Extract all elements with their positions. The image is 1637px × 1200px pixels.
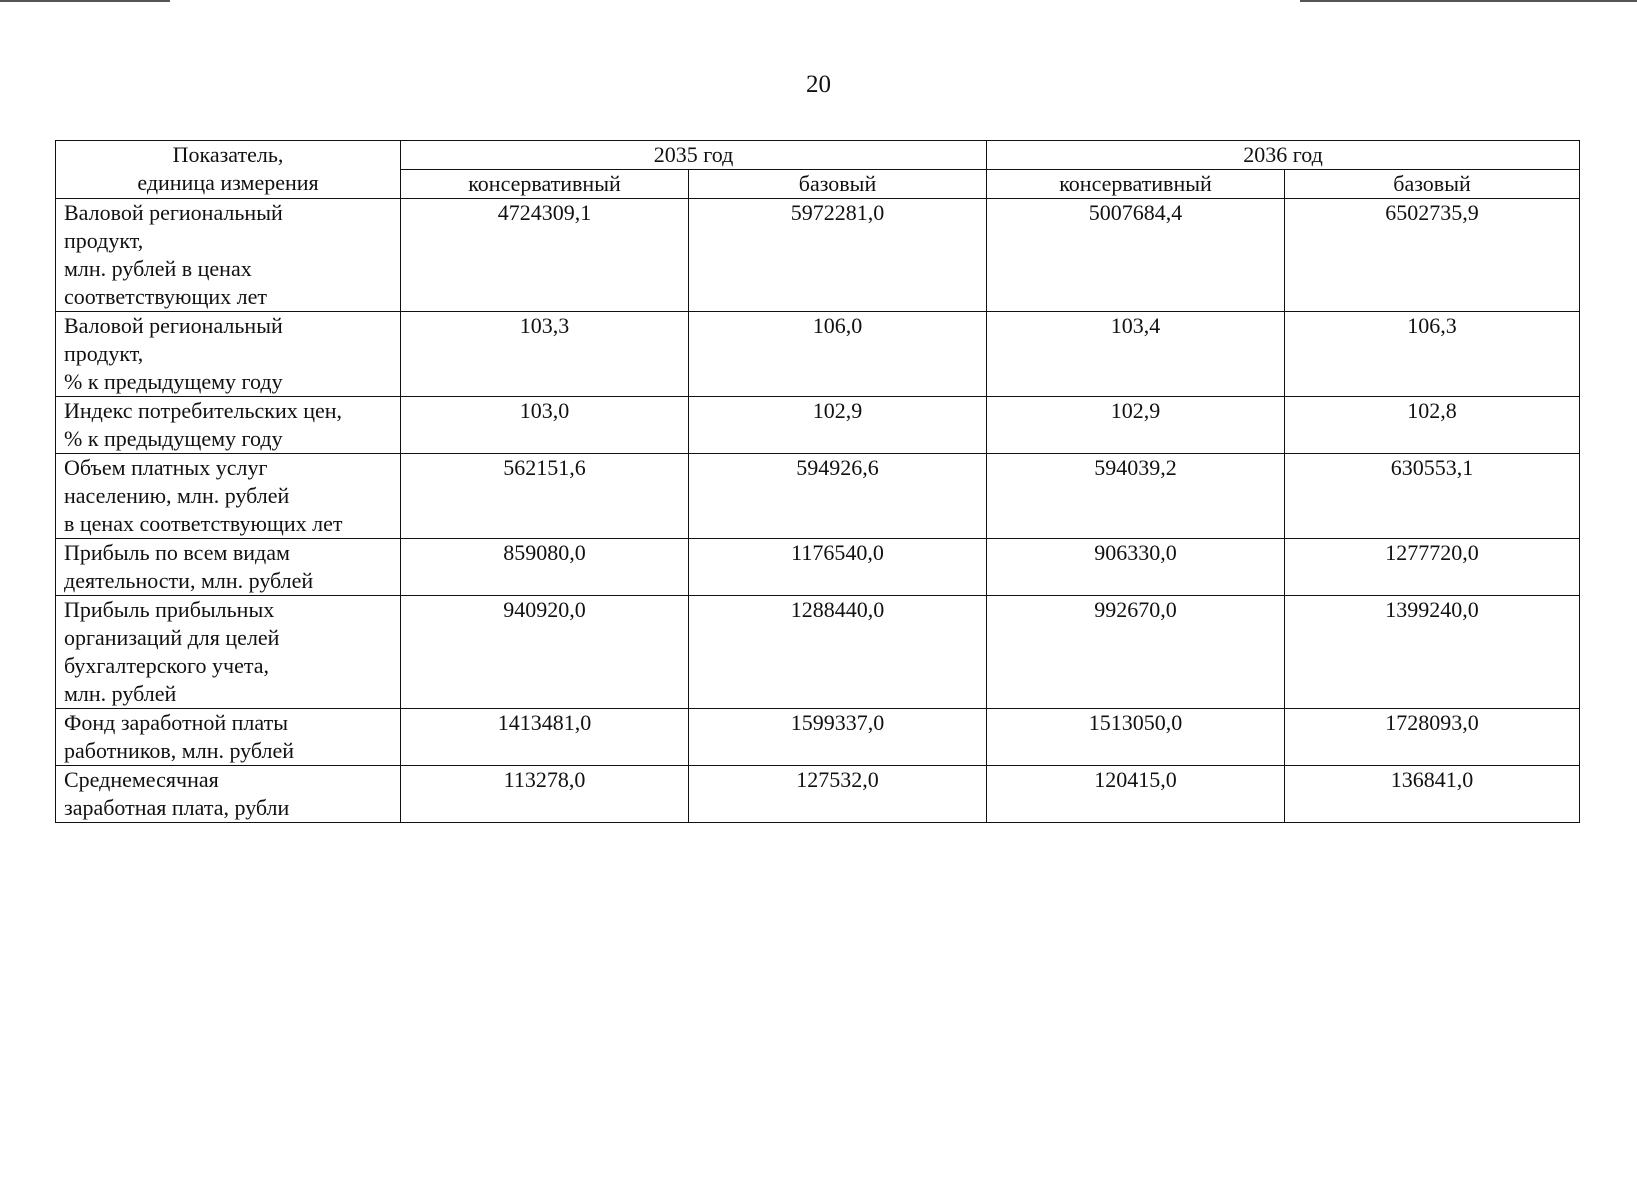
indicator-cell [56, 397, 401, 454]
value-cell: 1728093,0 [1285, 709, 1580, 766]
indicator-label-line: Прибыль по всем видам [64, 540, 290, 565]
indicator-label-line: Прибыль прибыльных [64, 597, 275, 622]
scenario-header: базовый [1285, 170, 1580, 199]
value-cell: 5007684,4 [987, 199, 1285, 312]
value-cell: 127532,0 [689, 766, 987, 823]
value-cell: 103,4 [987, 312, 1285, 397]
table-row [56, 199, 1580, 312]
indicator-cell [56, 709, 401, 766]
header-row-years [56, 141, 1580, 170]
indicator-label-line: Среднемесячная [64, 767, 219, 792]
table-body [56, 199, 1580, 823]
indicator-label-line: млн. рублей [64, 681, 177, 706]
value-cell: 103,0 [401, 397, 689, 454]
table-row [56, 539, 1580, 596]
indicator-label-line: Валовой региональный [64, 200, 283, 225]
value-cell: 1513050,0 [987, 709, 1285, 766]
value-cell: 1176540,0 [689, 539, 987, 596]
value-cell: 6502735,9 [1285, 199, 1580, 312]
value-cell: 120415,0 [987, 766, 1285, 823]
indicator-label-line: заработная плата, рубли [64, 795, 290, 820]
value-cell: 859080,0 [401, 539, 689, 596]
indicator-cell [56, 766, 401, 823]
value-cell: 113278,0 [401, 766, 689, 823]
scenario-header: консервативный [987, 170, 1285, 199]
indicator-label-line: млн. рублей в ценах [64, 256, 252, 281]
indicator-label-line: соответствующих лет [64, 284, 268, 309]
scan-edge-right [1300, 0, 1637, 2]
scenario-header: базовый [689, 170, 987, 199]
value-cell: 630553,1 [1285, 454, 1580, 539]
indicator-label-line: Индекс потребительских цен, [64, 398, 343, 423]
value-cell: 1277720,0 [1285, 539, 1580, 596]
value-cell: 102,8 [1285, 397, 1580, 454]
value-cell: 103,3 [401, 312, 689, 397]
value-cell: 992670,0 [987, 596, 1285, 709]
table-row [56, 454, 1580, 539]
indicator-label-line: % к предыдущему году [64, 426, 283, 451]
year-header-2036: 2036 год [987, 141, 1580, 170]
value-cell: 1413481,0 [401, 709, 689, 766]
indicator-cell [56, 539, 401, 596]
value-cell: 562151,6 [401, 454, 689, 539]
value-cell: 1288440,0 [689, 596, 987, 709]
indicator-cell [56, 454, 401, 539]
table-header [56, 141, 1580, 199]
indicator-label-line: Объем платных услуг [64, 455, 268, 480]
scan-edge-left [0, 0, 170, 2]
year-header-2035: 2035 год [401, 141, 987, 170]
indicator-header-line: Показатель, [172, 142, 284, 167]
value-cell: 102,9 [689, 397, 987, 454]
indicator-label-line: бухгалтерского учета, [64, 653, 269, 678]
value-cell: 106,0 [689, 312, 987, 397]
table-row [56, 709, 1580, 766]
value-cell: 106,3 [1285, 312, 1580, 397]
indicator-label-line: продукт, [64, 228, 144, 253]
forecast-table [55, 140, 1580, 823]
scenario-header: консервативный [401, 170, 689, 199]
value-cell: 1599337,0 [689, 709, 987, 766]
indicator-label-line: % к предыдущему году [64, 369, 283, 394]
value-cell: 102,9 [987, 397, 1285, 454]
table-row [56, 312, 1580, 397]
value-cell: 906330,0 [987, 539, 1285, 596]
indicator-label-line: населению, млн. рублей [64, 483, 290, 508]
value-cell: 136841,0 [1285, 766, 1580, 823]
table-row [56, 596, 1580, 709]
indicator-label-line: продукт, [64, 341, 144, 366]
table-row [56, 397, 1580, 454]
indicator-label-line: в ценах соответствующих лет [64, 511, 343, 536]
forecast-table-container [55, 140, 1579, 823]
page-number: 20 [806, 71, 831, 98]
indicator-label-line: Валовой региональный [64, 313, 283, 338]
value-cell: 1399240,0 [1285, 596, 1580, 709]
indicator-cell [56, 199, 401, 312]
value-cell: 594039,2 [987, 454, 1285, 539]
indicator-label-line: Фонд заработной платы [64, 710, 288, 735]
indicator-label-line: работников, млн. рублей [64, 738, 295, 763]
indicator-header-line: единица измерения [137, 170, 319, 195]
table-row [56, 766, 1580, 823]
value-cell: 940920,0 [401, 596, 689, 709]
indicator-label-line: деятельности, млн. рублей [64, 568, 314, 593]
indicator-label-line: организаций для целей [64, 625, 280, 650]
value-cell: 5972281,0 [689, 199, 987, 312]
value-cell: 4724309,1 [401, 199, 689, 312]
indicator-cell [56, 312, 401, 397]
indicator-header [56, 141, 401, 199]
value-cell: 594926,6 [689, 454, 987, 539]
indicator-cell [56, 596, 401, 709]
